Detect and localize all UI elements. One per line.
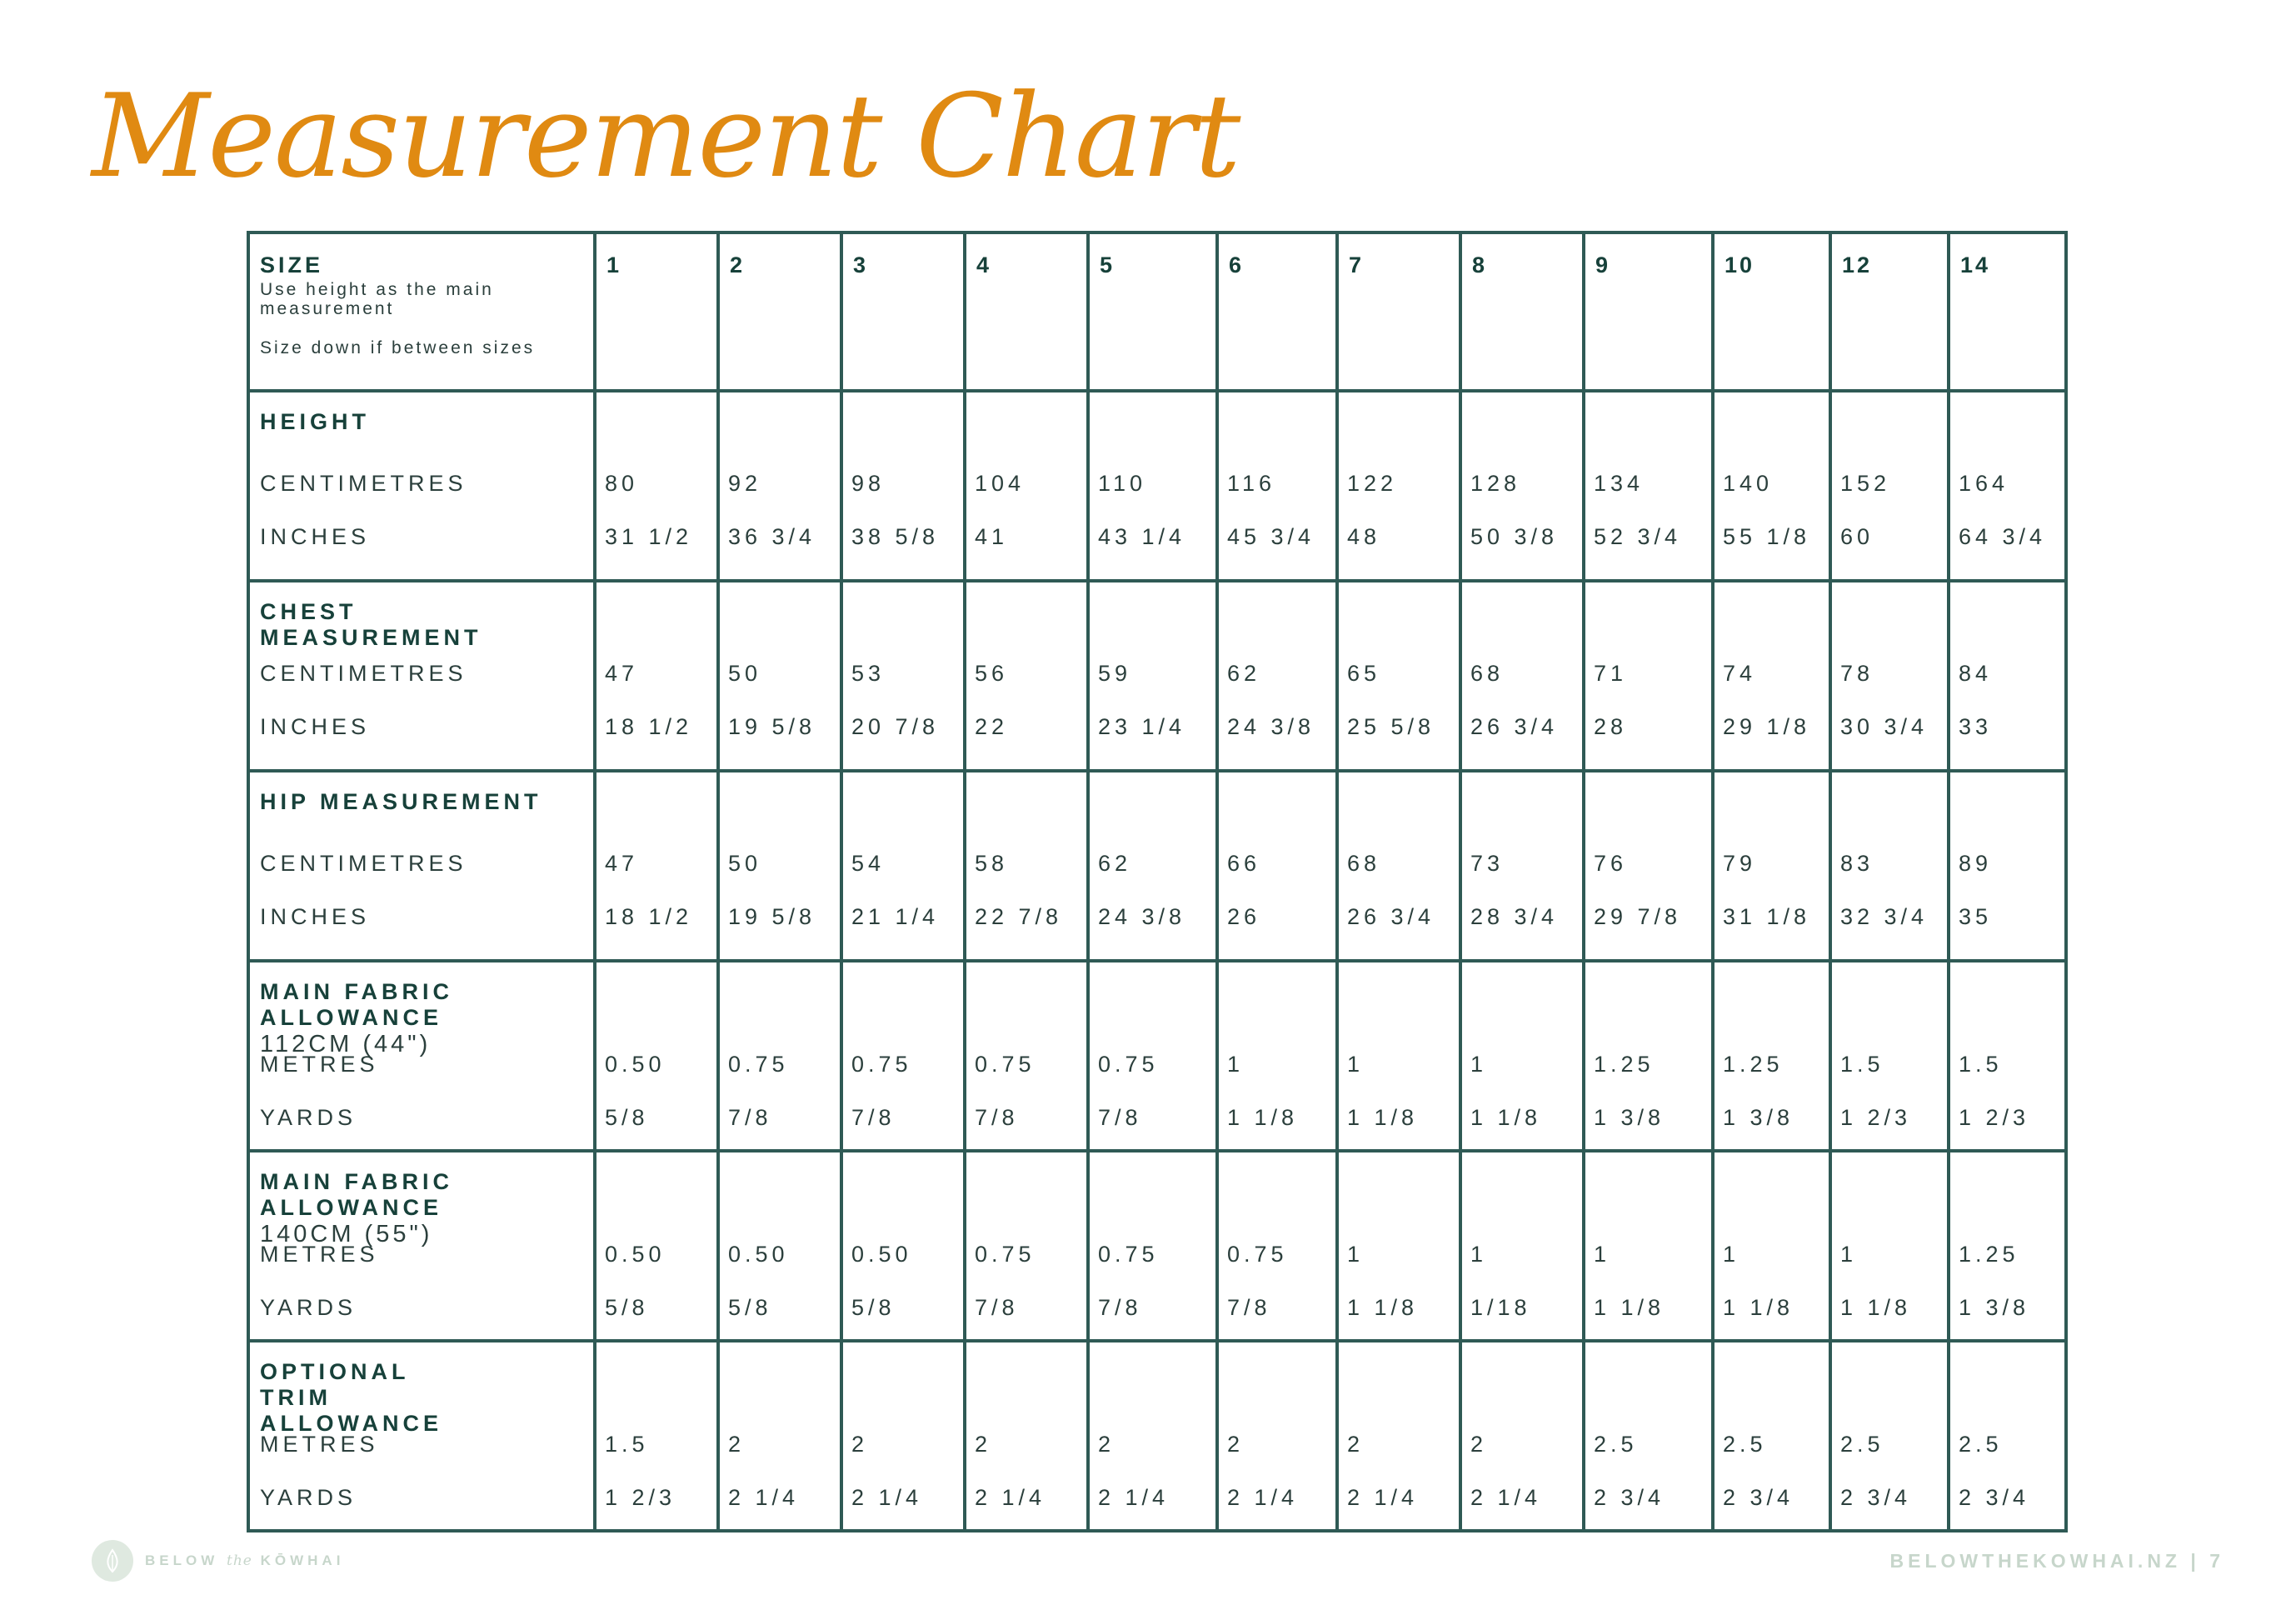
size-number: 12 [1842,252,1873,278]
measurement-value: 56 [975,661,1009,686]
section-row [248,961,2066,1151]
measurement-value: 18 1/2 [605,714,693,739]
size-column-header [1337,232,1460,391]
size-number: 1 [606,252,622,278]
measurement-value: 58 [975,851,1009,876]
measurement-value: 65 [1347,661,1381,686]
measurement-value: 2 [851,1432,869,1457]
value-cell [1088,1151,1217,1341]
section-row [248,391,2066,581]
measurement-value: 2 [1227,1432,1245,1457]
measurement-value: 76 [1594,851,1628,876]
measurement-value: 1 1/8 [1470,1105,1542,1130]
measurement-value: 2 1/4 [1098,1485,1170,1510]
value-cell [1217,771,1337,961]
value-cell [1830,1151,1949,1341]
measurement-value: 2 1/4 [975,1485,1046,1510]
measurement-value: 134 [1594,471,1645,496]
measurement-value: 50 3/8 [1470,524,1559,549]
measurement-value: 1.5 [1840,1052,1884,1077]
measurement-value: 1 2/3 [1840,1105,1912,1130]
unit-label: CENTIMETRES [260,851,467,876]
measurement-value: 2.5 [1840,1432,1884,1457]
size-column-header [1217,232,1337,391]
value-cell [1088,771,1217,961]
section-title: CHEST MEASUREMENT [260,599,482,650]
measurement-value: 1 2/3 [1959,1105,2030,1130]
size-label: SIZE [260,252,324,278]
measurement-value: 62 [1227,661,1261,686]
size-column-header [841,232,965,391]
measurement-value: 5/8 [605,1105,649,1130]
value-cell [1949,1151,2066,1341]
value-cell [1217,1341,1337,1531]
measurement-value: 20 7/8 [851,714,940,739]
measurement-value: 2.5 [1594,1432,1638,1457]
measurement-value: 53 [851,661,886,686]
measurement-value: 60 [1840,524,1874,549]
measurement-value: 28 3/4 [1470,904,1559,929]
measurement-value: 62 [1098,851,1132,876]
unit-label: METRES [260,1052,379,1077]
measurement-value: 26 3/4 [1470,714,1559,739]
value-cell [1830,771,1949,961]
value-cell [1460,391,1584,581]
section-title: MAIN FABRIC ALLOWANCE [260,979,453,1030]
value-cell [1713,581,1830,771]
value-cell [1460,771,1584,961]
measurement-value: 19 5/8 [728,714,816,739]
measurement-value: 47 [605,851,639,876]
measurement-value: 1 3/8 [1959,1295,2030,1320]
measurement-value: 64 3/4 [1959,524,2047,549]
value-cell [1584,581,1713,771]
measurement-value: 43 1/4 [1098,524,1186,549]
measurement-value: 66 [1227,851,1261,876]
section-title: HEIGHT [260,409,371,434]
section-row [248,1341,2066,1531]
size-number: 4 [976,252,992,278]
value-cell [841,391,965,581]
size-note-main: Use height as the main measurement [260,280,494,318]
section-label-cell [248,961,595,1151]
measurement-value: 104 [975,471,1026,496]
value-cell [1830,581,1949,771]
value-cell [1217,1151,1337,1341]
unit-label: YARDS [260,1295,357,1320]
measurement-value: 45 3/4 [1227,524,1315,549]
size-header-cell [248,232,595,391]
value-cell [965,1151,1088,1341]
measurement-value: 35 [1959,904,1993,929]
measurement-value: 73 [1470,851,1505,876]
measurement-value: 31 1/8 [1723,904,1811,929]
measurement-value: 2 3/4 [1594,1485,1665,1510]
value-cell [595,771,718,961]
measurement-value: 21 1/4 [851,904,940,929]
measurement-value: 122 [1347,471,1398,496]
measurement-value: 1 2/3 [605,1485,676,1510]
value-cell [841,581,965,771]
size-note-between: Size down if between sizes [260,338,536,358]
value-cell [1584,771,1713,961]
value-cell [595,1151,718,1341]
value-cell [1713,961,1830,1151]
measurement-value: 79 [1723,851,1757,876]
measurement-value: 0.75 [851,1052,912,1077]
measurement-value: 1 1/8 [1723,1295,1794,1320]
value-cell [595,1341,718,1531]
measurement-value: 2.5 [1723,1432,1767,1457]
section-subtitle: 112CM (44") [260,1031,432,1058]
value-cell [965,771,1088,961]
measurement-value: 7/8 [975,1105,1019,1130]
value-cell [595,961,718,1151]
value-cell [718,771,841,961]
value-cell [965,581,1088,771]
measurement-value: 0.50 [605,1052,666,1077]
measurement-value: 2 [1098,1432,1116,1457]
unit-label: INCHES [260,904,371,929]
value-cell [595,581,718,771]
measurement-value: 0.75 [1098,1242,1159,1267]
leaf-drop-icon [92,1540,133,1582]
measurement-value: 25 5/8 [1347,714,1435,739]
value-cell [841,771,965,961]
measurement-value: 5/8 [851,1295,896,1320]
measurement-value: 2.5 [1959,1432,2003,1457]
measurement-value: 98 [851,471,886,496]
unit-label: YARDS [260,1485,357,1510]
measurement-value: 1 3/8 [1594,1105,1665,1130]
measurement-value: 92 [728,471,762,496]
section-label-cell [248,771,595,961]
value-cell [1217,581,1337,771]
value-cell [1830,961,1949,1151]
measurement-value: 1 1/8 [1227,1105,1299,1130]
measurement-value: 33 [1959,714,1993,739]
measurement-value: 47 [605,661,639,686]
size-number: 6 [1229,252,1245,278]
value-cell [1830,1341,1949,1531]
value-cell [1713,771,1830,961]
measurement-value: 54 [851,851,886,876]
size-column-header [1088,232,1217,391]
value-cell [1088,391,1217,581]
measurement-value: 41 [975,524,1009,549]
value-cell [1337,391,1460,581]
measurement-value: 5/8 [605,1295,649,1320]
value-cell [841,961,965,1151]
measurement-value: 32 3/4 [1840,904,1929,929]
value-cell [1713,1151,1830,1341]
brand-word-below: BELOW [145,1552,219,1568]
size-number: 8 [1472,252,1488,278]
value-cell [1337,961,1460,1151]
size-column-header [1830,232,1949,391]
measurement-value: 52 3/4 [1594,524,1682,549]
unit-label: YARDS [260,1105,357,1130]
measurement-value: 0.50 [605,1242,666,1267]
measurement-value: 83 [1840,851,1874,876]
measurement-value: 0.75 [975,1052,1036,1077]
measurement-value: 2 3/4 [1723,1485,1794,1510]
unit-label: METRES [260,1432,379,1457]
brand-word-kowhai: KŌWHAI [260,1552,345,1568]
measurement-value: 7/8 [1098,1105,1142,1130]
unit-label: INCHES [260,524,371,549]
measurement-value: 55 1/8 [1723,524,1811,549]
value-cell [718,581,841,771]
value-cell [1713,1341,1830,1531]
size-number: 7 [1349,252,1365,278]
measurement-value: 84 [1959,661,1993,686]
measurement-value: 0.50 [851,1242,912,1267]
measurement-value: 152 [1840,471,1891,496]
section-title: OPTIONAL TRIM ALLOWANCE [260,1359,442,1436]
measurement-value: 74 [1723,661,1757,686]
measurement-value: 1 [1723,1242,1740,1267]
measurement-value: 68 [1347,851,1381,876]
measurement-value: 1 [1840,1242,1858,1267]
value-cell [718,1151,841,1341]
unit-label: METRES [260,1242,379,1267]
measurement-value: 19 5/8 [728,904,816,929]
measurement-value: 50 [728,661,762,686]
size-number: 2 [730,252,746,278]
measurement-table [247,231,2068,1532]
measurement-value: 0.75 [1227,1242,1288,1267]
measurement-value: 1 1/8 [1347,1295,1419,1320]
value-cell [1584,961,1713,1151]
value-cell [1949,391,2066,581]
measurement-value: 24 3/8 [1227,714,1315,739]
size-number: 9 [1595,252,1611,278]
measurement-value: 48 [1347,524,1381,549]
measurement-value: 71 [1594,661,1628,686]
measurement-value: 7/8 [728,1105,772,1130]
section-row [248,1151,2066,1341]
measurement-value: 1.5 [1959,1052,2003,1077]
size-number: 14 [1960,252,1991,278]
measurement-value: 164 [1959,471,2009,496]
measurement-value: 2 [1347,1432,1365,1457]
measurement-value: 2 1/4 [1227,1485,1299,1510]
value-cell [1460,961,1584,1151]
value-cell [1949,1341,2066,1531]
section-label-cell [248,1341,595,1531]
measurement-value: 26 3/4 [1347,904,1435,929]
measurement-value: 1 [1470,1242,1488,1267]
measurement-value: 7/8 [1098,1295,1142,1320]
measurement-value: 2 1/4 [728,1485,800,1510]
value-cell [1088,961,1217,1151]
section-label-cell [248,581,595,771]
measurement-value: 38 5/8 [851,524,940,549]
measurement-value: 18 1/2 [605,904,693,929]
measurement-value: 36 3/4 [728,524,816,549]
value-cell [1949,581,2066,771]
measurement-value: 80 [605,471,639,496]
measurement-value: 2 1/4 [1347,1485,1419,1510]
value-cell [965,391,1088,581]
measurement-value: 22 [975,714,1009,739]
section-row [248,771,2066,961]
measurement-value: 50 [728,851,762,876]
measurement-value: 2 3/4 [1959,1485,2030,1510]
measurement-value: 29 7/8 [1594,904,1682,929]
measurement-value: 0.50 [728,1242,789,1267]
measurement-value: 59 [1098,661,1132,686]
size-column-header [595,232,718,391]
unit-label: CENTIMETRES [260,471,467,496]
measurement-value: 0.75 [975,1242,1036,1267]
measurement-value: 2 1/4 [1470,1485,1542,1510]
measurement-value: 1 [1347,1052,1365,1077]
measurement-value: 2 3/4 [1840,1485,1912,1510]
unit-label: INCHES [260,714,371,739]
unit-label: CENTIMETRES [260,661,467,686]
measurement-value: 1 [1470,1052,1488,1077]
value-cell [1088,581,1217,771]
section-row [248,581,2066,771]
brand-word-the: the [227,1552,252,1569]
measurement-value: 1 [1227,1052,1245,1077]
value-cell [1337,1151,1460,1341]
measurement-value: 0.75 [728,1052,789,1077]
size-column-header [1460,232,1584,391]
measurement-value: 2 1/4 [851,1485,923,1510]
section-label-cell [248,1151,595,1341]
measurement-value: 1.25 [1959,1242,2019,1267]
measurement-value: 30 3/4 [1840,714,1929,739]
value-cell [595,391,718,581]
measurement-value: 1 3/8 [1723,1105,1794,1130]
brand-name [145,1552,344,1569]
value-cell [1584,1341,1713,1531]
value-cell [965,1341,1088,1531]
site-page-number: BELOWTHEKOWHAI.NZ | 7 [1889,1550,2224,1572]
value-cell [1460,1341,1584,1531]
measurement-value: 89 [1959,851,1993,876]
measurement-value: 2 [1470,1432,1488,1457]
value-cell [1584,391,1713,581]
measurement-value: 22 7/8 [975,904,1063,929]
value-cell [718,961,841,1151]
section-label-cell [248,391,595,581]
measurement-value: 110 [1098,471,1147,496]
measurement-value: 31 1/2 [605,524,693,549]
value-cell [1217,961,1337,1151]
measurement-value: 1 1/8 [1594,1295,1665,1320]
measurement-value: 28 [1594,714,1628,739]
measurement-value: 5/8 [728,1295,772,1320]
section-title: HIP MEASUREMENT [260,789,542,814]
value-cell [1460,581,1584,771]
measurement-value: 2 [728,1432,746,1457]
measurement-value: 24 3/8 [1098,904,1186,929]
size-column-header [718,232,841,391]
measurement-value: 1/18 [1470,1295,1531,1320]
measurement-value: 7/8 [975,1295,1019,1320]
value-cell [1217,391,1337,581]
measurement-value: 1 [1594,1242,1611,1267]
value-cell [1713,391,1830,581]
measurement-value: 7/8 [851,1105,896,1130]
value-cell [1949,961,2066,1151]
measurement-value: 23 1/4 [1098,714,1186,739]
page-title: Measurement Chart [92,69,1240,203]
value-cell [1460,1151,1584,1341]
measurement-value: 116 [1227,471,1276,496]
measurement-value: 1 1/8 [1840,1295,1912,1320]
value-cell [1337,771,1460,961]
section-subtitle: 140CM (55") [260,1221,433,1248]
measurement-value: 1.5 [605,1432,649,1457]
size-number: 5 [1100,252,1116,278]
size-number: 10 [1724,252,1755,278]
value-cell [718,1341,841,1531]
value-cell [1088,1341,1217,1531]
measurement-value: 7/8 [1227,1295,1271,1320]
measurement-value: 128 [1470,471,1521,496]
value-cell [1584,1151,1713,1341]
measurement-value: 78 [1840,661,1874,686]
measurement-value: 0.75 [1098,1052,1159,1077]
measurement-value: 140 [1723,471,1774,496]
value-cell [1830,391,1949,581]
measurement-value: 1.25 [1723,1052,1784,1077]
value-cell [1337,1341,1460,1531]
value-cell [841,1341,965,1531]
value-cell [841,1151,965,1341]
measurement-value: 2 [975,1432,992,1457]
value-cell [965,961,1088,1151]
measurement-value: 1 [1347,1242,1365,1267]
measurement-value: 29 1/8 [1723,714,1811,739]
size-column-header [1584,232,1713,391]
table-header-row [248,232,2066,391]
size-column-header [1713,232,1830,391]
size-column-header [1949,232,2066,391]
size-number: 3 [853,252,869,278]
section-title: MAIN FABRIC ALLOWANCE [260,1169,453,1220]
measurement-value: 68 [1470,661,1505,686]
measurement-value: 1 1/8 [1347,1105,1419,1130]
value-cell [1337,581,1460,771]
value-cell [1949,771,2066,961]
measurement-value: 1.25 [1594,1052,1655,1077]
value-cell [718,391,841,581]
brand-logo [92,1540,344,1582]
size-column-header [965,232,1088,391]
measurement-value: 26 [1227,904,1261,929]
